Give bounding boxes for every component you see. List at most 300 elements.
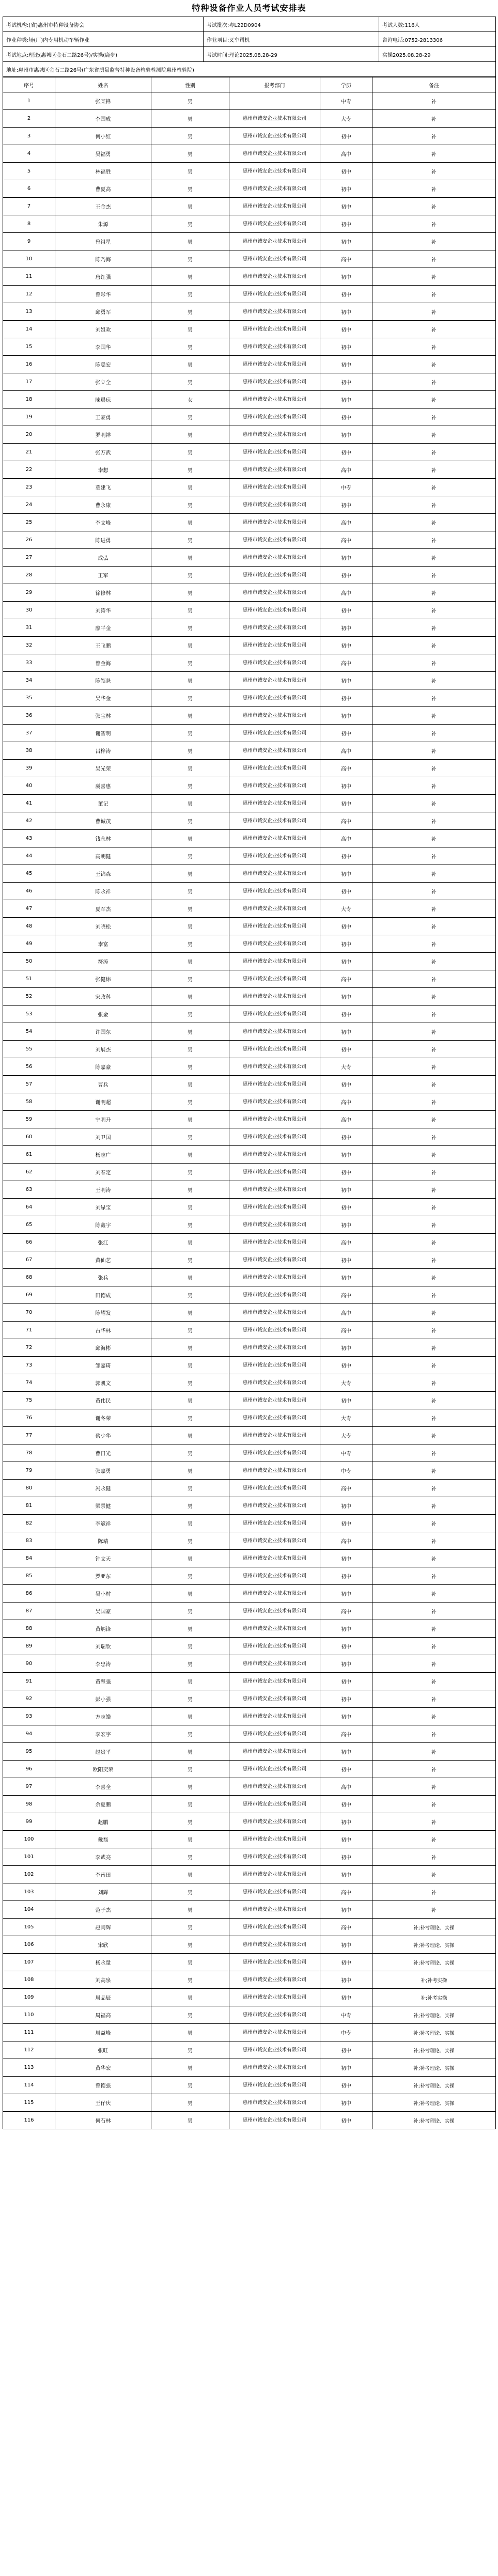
candidate-name: 吴光荣 bbox=[55, 760, 151, 777]
candidate-gender: 男 bbox=[151, 356, 229, 373]
candidate-remark: 补;补考理论、实操 bbox=[372, 2094, 496, 2112]
candidate-gender: 男 bbox=[151, 426, 229, 444]
candidate-remark: 补 bbox=[372, 935, 496, 953]
table-row bbox=[3, 847, 496, 865]
candidate-education: 初中 bbox=[320, 1357, 372, 1374]
table-row bbox=[3, 1515, 496, 1532]
row-number: 113 bbox=[3, 2059, 55, 2077]
candidate-name: 李南田 bbox=[55, 1866, 151, 1883]
work-type-cell: 作业种类:场(厂)内专用机动车辆作业 bbox=[3, 32, 204, 47]
row-number: 94 bbox=[3, 1725, 55, 1743]
candidate-gender: 男 bbox=[151, 1339, 229, 1357]
candidate-gender: 男 bbox=[151, 1901, 229, 1919]
candidate-gender: 男 bbox=[151, 479, 229, 496]
candidate-remark: 补 bbox=[372, 1128, 496, 1146]
row-number: 82 bbox=[3, 1515, 55, 1532]
candidate-remark: 补 bbox=[372, 1866, 496, 1883]
candidate-gender: 女 bbox=[151, 391, 229, 409]
table-row bbox=[3, 654, 496, 672]
candidate-education: 初中 bbox=[320, 1497, 372, 1515]
candidate-department: 惠州市诚安企业技术有限公司 bbox=[229, 549, 320, 567]
candidate-remark: 补 bbox=[372, 900, 496, 918]
table-row bbox=[3, 883, 496, 900]
candidate-remark: 补;补考实操 bbox=[372, 1989, 496, 2006]
candidate-department: 惠州市诚安企业技术有限公司 bbox=[229, 461, 320, 479]
candidate-gender: 男 bbox=[151, 1286, 229, 1304]
candidate-education: 中专 bbox=[320, 2006, 372, 2024]
row-number: 69 bbox=[3, 1286, 55, 1304]
row-number: 4 bbox=[3, 145, 55, 163]
candidate-remark: 补 bbox=[372, 1286, 496, 1304]
candidate-department: 惠州市诚安企业技术有限公司 bbox=[229, 1638, 320, 1655]
phone-cell: 咨询电话:0752-2813306 bbox=[379, 32, 496, 47]
candidate-department: 惠州市诚安企业技术有限公司 bbox=[229, 198, 320, 215]
candidate-gender: 男 bbox=[151, 970, 229, 988]
table-row bbox=[3, 1462, 496, 1480]
candidate-name: 莫建飞 bbox=[55, 479, 151, 496]
table-row bbox=[3, 672, 496, 689]
candidate-department: 惠州市诚安企业技术有限公司 bbox=[229, 286, 320, 303]
candidate-education: 初中 bbox=[320, 1216, 372, 1234]
table-row bbox=[3, 215, 496, 233]
candidate-department: 惠州市诚安企业技术有限公司 bbox=[229, 1269, 320, 1286]
table-row bbox=[3, 900, 496, 918]
candidate-gender: 男 bbox=[151, 1374, 229, 1392]
table-row bbox=[3, 988, 496, 1006]
table-row bbox=[3, 479, 496, 496]
candidate-gender: 男 bbox=[151, 128, 229, 145]
candidate-education: 初中 bbox=[320, 1076, 372, 1093]
row-number: 27 bbox=[3, 549, 55, 567]
candidate-education: 初中 bbox=[320, 847, 372, 865]
candidate-remark: 补 bbox=[372, 1427, 496, 1444]
candidate-name: 张健炜 bbox=[55, 970, 151, 988]
candidate-gender: 男 bbox=[151, 1585, 229, 1603]
candidate-department: 惠州市诚安企业技术有限公司 bbox=[229, 1480, 320, 1497]
candidate-remark: 补 bbox=[372, 742, 496, 760]
candidate-education: 初中 bbox=[320, 198, 372, 215]
col-header-remark: 备注 bbox=[372, 77, 496, 92]
candidate-education: 高中 bbox=[320, 760, 372, 777]
row-number: 80 bbox=[3, 1480, 55, 1497]
candidate-education: 初中 bbox=[320, 1708, 372, 1725]
candidate-department bbox=[229, 92, 320, 110]
row-number: 19 bbox=[3, 409, 55, 426]
candidate-department: 惠州市诚安企业技术有限公司 bbox=[229, 1532, 320, 1550]
candidate-gender: 男 bbox=[151, 637, 229, 654]
table-row bbox=[3, 233, 496, 250]
candidate-gender: 男 bbox=[151, 2059, 229, 2077]
candidate-remark: 补 bbox=[372, 373, 496, 391]
candidate-name: 谢冬荣 bbox=[55, 1409, 151, 1427]
row-number: 18 bbox=[3, 391, 55, 409]
candidate-department: 惠州市诚安企业技术有限公司 bbox=[229, 2077, 320, 2094]
candidate-name: 李国华 bbox=[55, 338, 151, 356]
candidate-name: 何石林 bbox=[55, 2112, 151, 2129]
candidate-name: 朱源 bbox=[55, 215, 151, 233]
row-number: 90 bbox=[3, 1655, 55, 1673]
candidate-name: 刘展杰 bbox=[55, 1041, 151, 1058]
candidate-name: 赵鹏 bbox=[55, 1813, 151, 1831]
candidate-department: 惠州市诚安企业技术有限公司 bbox=[229, 637, 320, 654]
table-row bbox=[3, 1427, 496, 1444]
candidate-education: 初中 bbox=[320, 1251, 372, 1269]
candidate-education: 中专 bbox=[320, 92, 372, 110]
candidate-education: 中专 bbox=[320, 1444, 372, 1462]
candidate-remark: 补 bbox=[372, 1690, 496, 1708]
candidate-remark: 补 bbox=[372, 1339, 496, 1357]
candidate-remark: 补 bbox=[372, 356, 496, 373]
candidate-name: 欧阳奕荣 bbox=[55, 1761, 151, 1778]
candidate-education: 初中 bbox=[320, 356, 372, 373]
candidate-gender: 男 bbox=[151, 654, 229, 672]
row-number: 50 bbox=[3, 953, 55, 970]
candidate-gender: 男 bbox=[151, 1304, 229, 1322]
candidate-department: 惠州市诚安企业技术有限公司 bbox=[229, 795, 320, 812]
candidate-name: 郭凯文 bbox=[55, 1374, 151, 1392]
candidate-name: 戴磊 bbox=[55, 1831, 151, 1848]
candidate-remark: 补 bbox=[372, 1409, 496, 1427]
candidate-education: 高中 bbox=[320, 970, 372, 988]
candidate-education: 初中 bbox=[320, 1620, 372, 1638]
row-number: 81 bbox=[3, 1497, 55, 1515]
candidate-gender: 男 bbox=[151, 795, 229, 812]
candidate-gender: 男 bbox=[151, 1427, 229, 1444]
candidate-department: 惠州市诚安企业技术有限公司 bbox=[229, 2094, 320, 2112]
candidate-name: 彭小强 bbox=[55, 1690, 151, 1708]
candidate-remark: 补 bbox=[372, 1058, 496, 1076]
row-number: 6 bbox=[3, 180, 55, 198]
row-number: 112 bbox=[3, 2041, 55, 2059]
candidate-remark: 补 bbox=[372, 1304, 496, 1322]
candidate-gender: 男 bbox=[151, 1971, 229, 1989]
candidate-remark: 补 bbox=[372, 1743, 496, 1761]
candidate-department: 惠州市诚安企业技术有限公司 bbox=[229, 1497, 320, 1515]
row-number: 44 bbox=[3, 847, 55, 865]
candidate-name: 冯永健 bbox=[55, 1480, 151, 1497]
candidate-gender: 男 bbox=[151, 1199, 229, 1216]
table-row bbox=[3, 1058, 496, 1076]
candidate-education: 初中 bbox=[320, 2077, 372, 2094]
candidate-education: 初中 bbox=[320, 865, 372, 883]
candidate-name: 杨永量 bbox=[55, 1954, 151, 1971]
candidate-gender: 男 bbox=[151, 1146, 229, 1164]
table-row bbox=[3, 1638, 496, 1655]
table-row bbox=[3, 1093, 496, 1111]
candidate-name: 唐红强 bbox=[55, 268, 151, 286]
candidate-gender: 男 bbox=[151, 1725, 229, 1743]
candidate-name: 陈乃海 bbox=[55, 250, 151, 268]
candidate-education: 初中 bbox=[320, 1550, 372, 1567]
row-number: 34 bbox=[3, 672, 55, 689]
table-row bbox=[3, 198, 496, 215]
candidate-department: 惠州市诚安企业技术有限公司 bbox=[229, 110, 320, 128]
row-number: 3 bbox=[3, 128, 55, 145]
table-row bbox=[3, 163, 496, 180]
candidate-gender: 男 bbox=[151, 567, 229, 584]
info-row bbox=[3, 47, 496, 62]
candidate-gender: 男 bbox=[151, 514, 229, 531]
table-row bbox=[3, 1743, 496, 1761]
candidate-name: 董记 bbox=[55, 795, 151, 812]
candidate-department: 惠州市诚安企业技术有限公司 bbox=[229, 2112, 320, 2129]
candidate-name: 王豪勇 bbox=[55, 409, 151, 426]
work-item-cell: 作业项目:叉车司机 bbox=[204, 32, 379, 47]
candidate-education: 初中 bbox=[320, 1813, 372, 1831]
candidate-gender: 男 bbox=[151, 672, 229, 689]
candidate-remark: 补 bbox=[372, 1269, 496, 1286]
candidate-name: 李斌祥 bbox=[55, 1515, 151, 1532]
candidate-gender: 男 bbox=[151, 2041, 229, 2059]
row-number: 111 bbox=[3, 2024, 55, 2041]
candidate-department: 惠州市诚安企业技术有限公司 bbox=[229, 215, 320, 233]
row-number: 9 bbox=[3, 233, 55, 250]
candidate-remark: 补 bbox=[372, 1638, 496, 1655]
table-row bbox=[3, 1831, 496, 1848]
candidate-gender: 男 bbox=[151, 1831, 229, 1848]
table-row bbox=[3, 1392, 496, 1409]
candidate-gender: 男 bbox=[151, 233, 229, 250]
candidate-name: 刘绿宝 bbox=[55, 1199, 151, 1216]
candidate-education: 中专 bbox=[320, 479, 372, 496]
candidate-education: 高中 bbox=[320, 1234, 372, 1251]
candidate-department: 惠州市诚安企业技术有限公司 bbox=[229, 1093, 320, 1111]
row-number: 100 bbox=[3, 1831, 55, 1848]
candidate-remark: 补 bbox=[372, 1848, 496, 1866]
row-number: 54 bbox=[3, 1023, 55, 1041]
candidate-remark: 补 bbox=[372, 145, 496, 163]
candidate-department: 惠州市诚安企业技术有限公司 bbox=[229, 409, 320, 426]
candidate-department: 惠州市诚安企业技术有限公司 bbox=[229, 391, 320, 409]
table-row bbox=[3, 1796, 496, 1813]
table-row bbox=[3, 373, 496, 391]
candidate-department: 惠州市诚安企业技术有限公司 bbox=[229, 1919, 320, 1936]
candidate-name: 吕梓涛 bbox=[55, 742, 151, 760]
table-row bbox=[3, 1673, 496, 1690]
candidate-department: 惠州市诚安企业技术有限公司 bbox=[229, 672, 320, 689]
candidate-education: 初中 bbox=[320, 2059, 372, 2077]
candidate-department: 惠州市诚安企业技术有限公司 bbox=[229, 1286, 320, 1304]
candidate-name: 赵贵平 bbox=[55, 1743, 151, 1761]
row-number: 71 bbox=[3, 1322, 55, 1339]
candidate-name: 刘春定 bbox=[55, 1164, 151, 1181]
candidate-name: 何小红 bbox=[55, 128, 151, 145]
row-number: 58 bbox=[3, 1093, 55, 1111]
candidate-education: 初中 bbox=[320, 1164, 372, 1181]
candidate-education: 高中 bbox=[320, 250, 372, 268]
candidate-remark: 补 bbox=[372, 777, 496, 795]
row-number: 17 bbox=[3, 373, 55, 391]
candidate-name: 黄仙艺 bbox=[55, 1251, 151, 1269]
candidate-name: 李喜全 bbox=[55, 1778, 151, 1796]
candidate-remark: 补 bbox=[372, 1146, 496, 1164]
candidate-remark: 补;补考理论、实操 bbox=[372, 2024, 496, 2041]
candidate-department: 惠州市诚安企业技术有限公司 bbox=[229, 1567, 320, 1585]
candidate-name: 黄华宏 bbox=[55, 2059, 151, 2077]
candidate-gender: 男 bbox=[151, 1041, 229, 1058]
row-number: 39 bbox=[3, 760, 55, 777]
candidate-department: 惠州市诚安企业技术有限公司 bbox=[229, 1128, 320, 1146]
row-number: 102 bbox=[3, 1866, 55, 1883]
candidate-name: 李想 bbox=[55, 461, 151, 479]
row-number: 20 bbox=[3, 426, 55, 444]
candidate-department: 惠州市诚安企业技术有限公司 bbox=[229, 1725, 320, 1743]
row-number: 93 bbox=[3, 1708, 55, 1725]
row-number: 70 bbox=[3, 1304, 55, 1322]
table-row bbox=[3, 1164, 496, 1181]
row-number: 63 bbox=[3, 1181, 55, 1199]
candidate-remark: 补 bbox=[372, 1532, 496, 1550]
candidate-name: 邱海彬 bbox=[55, 1339, 151, 1357]
candidate-remark: 补 bbox=[372, 883, 496, 900]
table-row bbox=[3, 1339, 496, 1357]
candidate-education: 高中 bbox=[320, 1111, 372, 1128]
candidate-education: 初中 bbox=[320, 1971, 372, 1989]
candidate-remark: 补 bbox=[372, 1251, 496, 1269]
candidate-education: 初中 bbox=[320, 163, 372, 180]
candidate-education: 高中 bbox=[320, 1480, 372, 1497]
candidate-gender: 男 bbox=[151, 1690, 229, 1708]
candidate-remark: 补 bbox=[372, 584, 496, 602]
candidate-department: 惠州市诚安企业技术有限公司 bbox=[229, 1462, 320, 1480]
row-number: 7 bbox=[3, 198, 55, 215]
candidate-name: 李武亮 bbox=[55, 1848, 151, 1866]
candidate-remark: 补 bbox=[372, 1322, 496, 1339]
candidate-education: 初中 bbox=[320, 1006, 372, 1023]
row-number: 86 bbox=[3, 1585, 55, 1603]
table-row bbox=[3, 549, 496, 567]
candidate-gender: 男 bbox=[151, 1357, 229, 1374]
candidate-education: 初中 bbox=[320, 409, 372, 426]
candidate-department: 惠州市诚安企业技术有限公司 bbox=[229, 1813, 320, 1831]
candidate-education: 高中 bbox=[320, 1286, 372, 1304]
candidate-education: 高中 bbox=[320, 1532, 372, 1550]
candidate-remark: 补 bbox=[372, 1883, 496, 1901]
candidate-department: 惠州市诚安企业技术有限公司 bbox=[229, 1603, 320, 1620]
candidate-department: 惠州市诚安企业技术有限公司 bbox=[229, 1901, 320, 1919]
candidate-remark: 补;补考理论、实操 bbox=[372, 1919, 496, 1936]
table-row bbox=[3, 1989, 496, 2006]
candidate-department: 惠州市诚安企业技术有限公司 bbox=[229, 654, 320, 672]
candidate-department: 惠州市诚安企业技术有限公司 bbox=[229, 496, 320, 514]
candidate-education: 大专 bbox=[320, 1427, 372, 1444]
candidate-name: 吴福勇 bbox=[55, 145, 151, 163]
row-number: 68 bbox=[3, 1269, 55, 1286]
candidate-education: 高中 bbox=[320, 1919, 372, 1936]
candidate-remark: 补 bbox=[372, 110, 496, 128]
candidate-name: 赵闽辉 bbox=[55, 1919, 151, 1936]
row-number: 29 bbox=[3, 584, 55, 602]
candidate-department: 惠州市诚安企业技术有限公司 bbox=[229, 1181, 320, 1199]
row-number: 15 bbox=[3, 338, 55, 356]
candidate-department: 惠州市诚安企业技术有限公司 bbox=[229, 865, 320, 883]
candidate-gender: 男 bbox=[151, 1655, 229, 1673]
table-row bbox=[3, 338, 496, 356]
candidate-gender: 男 bbox=[151, 1181, 229, 1199]
table-row bbox=[3, 1813, 496, 1831]
table-row bbox=[3, 584, 496, 602]
row-number: 11 bbox=[3, 268, 55, 286]
row-number: 35 bbox=[3, 689, 55, 707]
candidate-department: 惠州市诚安企业技术有限公司 bbox=[229, 180, 320, 198]
candidate-remark: 补 bbox=[372, 198, 496, 215]
theory-time-cell: 考试时间:理论2025.08.28-29 bbox=[204, 47, 379, 62]
candidate-education: 高中 bbox=[320, 531, 372, 549]
candidate-gender: 男 bbox=[151, 1866, 229, 1883]
candidate-education: 初中 bbox=[320, 1901, 372, 1919]
candidate-department: 惠州市诚安企业技术有限公司 bbox=[229, 1392, 320, 1409]
candidate-education: 初中 bbox=[320, 373, 372, 391]
table-row bbox=[3, 1532, 496, 1550]
row-number: 55 bbox=[3, 1041, 55, 1058]
table-row bbox=[3, 795, 496, 812]
candidate-department: 惠州市诚安企业技术有限公司 bbox=[229, 2024, 320, 2041]
candidate-name: 曹兵 bbox=[55, 1076, 151, 1093]
candidate-department: 惠州市诚安企业技术有限公司 bbox=[229, 970, 320, 988]
row-number: 28 bbox=[3, 567, 55, 584]
candidate-remark: 补 bbox=[372, 1515, 496, 1532]
candidate-education: 初中 bbox=[320, 988, 372, 1006]
candidate-department: 惠州市诚安企业技术有限公司 bbox=[229, 1743, 320, 1761]
candidate-education: 高中 bbox=[320, 1093, 372, 1111]
exam-count-cell: 考试人数:116人 bbox=[379, 17, 496, 32]
candidate-gender: 男 bbox=[151, 760, 229, 777]
candidate-remark: 补 bbox=[372, 461, 496, 479]
candidate-remark: 补 bbox=[372, 812, 496, 830]
row-number: 8 bbox=[3, 215, 55, 233]
candidate-department: 惠州市诚安企业技术有限公司 bbox=[229, 2041, 320, 2059]
candidate-name: 成弘 bbox=[55, 549, 151, 567]
candidate-education: 初中 bbox=[320, 602, 372, 619]
candidate-education: 大专 bbox=[320, 900, 372, 918]
candidate-gender: 男 bbox=[151, 1989, 229, 2006]
candidate-name: 王仔庆 bbox=[55, 2094, 151, 2112]
candidate-department: 惠州市诚安企业技术有限公司 bbox=[229, 883, 320, 900]
page-title: 特种设备作业人员考试安排表 bbox=[192, 3, 306, 13]
candidate-education: 初中 bbox=[320, 567, 372, 584]
candidate-department: 惠州市诚安企业技术有限公司 bbox=[229, 1041, 320, 1058]
candidate-gender: 男 bbox=[151, 918, 229, 935]
candidate-name: 陈耀发 bbox=[55, 1304, 151, 1322]
candidate-remark: 补 bbox=[372, 1164, 496, 1181]
table-row bbox=[3, 1199, 496, 1216]
candidate-department: 惠州市诚安企业技术有限公司 bbox=[229, 900, 320, 918]
candidate-department: 惠州市诚安企业技术有限公司 bbox=[229, 1690, 320, 1708]
candidate-department: 惠州市诚安企业技术有限公司 bbox=[229, 1216, 320, 1234]
candidate-remark: 补;补考理论、实操 bbox=[372, 2059, 496, 2077]
practical-time-cell: 实操2025.08.28-29 bbox=[379, 47, 496, 62]
candidate-remark: 补 bbox=[372, 1603, 496, 1620]
candidate-name: 夏军杰 bbox=[55, 900, 151, 918]
candidate-gender: 男 bbox=[151, 1954, 229, 1971]
candidate-education: 中专 bbox=[320, 2024, 372, 2041]
table-row bbox=[3, 1866, 496, 1883]
candidate-department: 惠州市诚安企业技术有限公司 bbox=[229, 338, 320, 356]
table-row bbox=[3, 409, 496, 426]
candidate-education: 高中 bbox=[320, 1603, 372, 1620]
candidate-name: 邹嘉琦 bbox=[55, 1357, 151, 1374]
candidate-education: 初中 bbox=[320, 128, 372, 145]
candidate-gender: 男 bbox=[151, 1708, 229, 1725]
candidate-gender: 男 bbox=[151, 1848, 229, 1866]
candidate-remark: 补 bbox=[372, 953, 496, 970]
candidate-name: 刘晓松 bbox=[55, 918, 151, 935]
candidate-remark: 补 bbox=[372, 549, 496, 567]
candidate-remark: 补 bbox=[372, 444, 496, 461]
row-number: 21 bbox=[3, 444, 55, 461]
row-number: 107 bbox=[3, 1954, 55, 1971]
candidate-remark: 补 bbox=[372, 654, 496, 672]
